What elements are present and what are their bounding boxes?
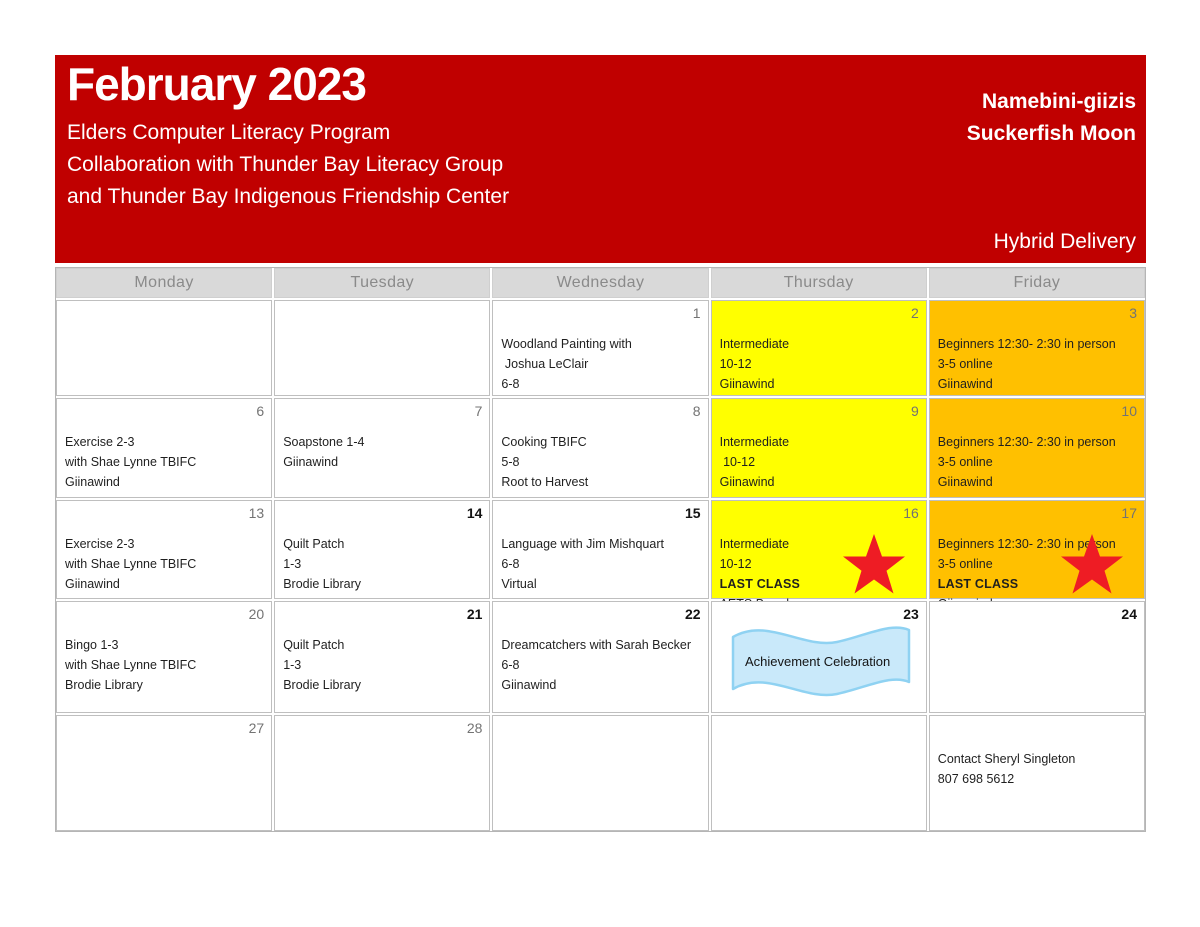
date-number: 20 bbox=[248, 606, 265, 622]
calendar-cell-13 bbox=[56, 500, 272, 599]
date-number: 15 bbox=[685, 505, 701, 521]
event-line: Contact Sheryl Singleton bbox=[937, 752, 1076, 766]
event-line: Giinawind bbox=[937, 377, 993, 391]
date-number: 7 bbox=[474, 403, 483, 419]
day-header-friday: Friday bbox=[929, 268, 1145, 298]
event-line: Giinawind bbox=[65, 577, 120, 591]
date-number: 10 bbox=[1121, 403, 1137, 419]
date-number: 8 bbox=[692, 403, 701, 419]
event-line: LAST CLASS bbox=[937, 577, 1019, 591]
subtitle-line: and Thunder Bay Indigenous Friendship Center bbox=[67, 185, 510, 208]
date-number bbox=[720, 718, 919, 740]
calendar-cell-3 bbox=[929, 300, 1145, 396]
program-subtitle bbox=[67, 117, 509, 213]
calendar-cell-23 bbox=[711, 601, 927, 713]
event-line: Intermediate bbox=[719, 435, 790, 449]
event-line: Cooking TBIFC bbox=[501, 435, 587, 449]
date-number: 14 bbox=[466, 505, 483, 521]
moon-name-block bbox=[967, 86, 1136, 150]
event-line: 10-12 bbox=[719, 557, 752, 571]
subtitle-line: Elders Computer Literacy Program bbox=[67, 121, 391, 144]
calendar-cell-20 bbox=[56, 601, 272, 713]
delivery-note: Hybrid Delivery bbox=[993, 230, 1136, 253]
event-line: with Shae Lynne TBIFC bbox=[65, 455, 197, 469]
date-number bbox=[501, 718, 700, 740]
event-line: Intermediate bbox=[719, 537, 790, 551]
calendar-cell-9 bbox=[711, 398, 927, 498]
event-line: Quilt Patch bbox=[283, 638, 345, 652]
event-line: Woodland Painting with bbox=[501, 337, 632, 351]
event-line: with Shae Lynne TBIFC bbox=[65, 557, 197, 571]
event-line: Giinawind bbox=[65, 475, 120, 489]
month-title: February 2023 bbox=[67, 58, 366, 110]
moon-translation: Suckerfish Moon bbox=[966, 122, 1136, 145]
event-line: Giinawind bbox=[283, 455, 339, 469]
calendar-cell-21 bbox=[274, 601, 490, 713]
event-line: Beginners 12:30- 2:30 in person bbox=[937, 337, 1116, 351]
event-line: Giinawind bbox=[501, 678, 557, 692]
calendar-cell-2 bbox=[711, 300, 927, 396]
calendar-cell-27 bbox=[56, 715, 272, 831]
date-number: 9 bbox=[911, 403, 919, 419]
event-line: 1-3 bbox=[283, 658, 302, 672]
event-line: Beginners 12:30- 2:30 in person bbox=[937, 435, 1116, 449]
date-number bbox=[938, 718, 1137, 740]
event-line: 6-8 bbox=[501, 557, 520, 571]
calendar-cell bbox=[56, 300, 272, 396]
event-text bbox=[501, 534, 700, 594]
calendar-cell-22 bbox=[492, 601, 708, 713]
event-line: Exercise 2-3 bbox=[65, 435, 135, 449]
event-line: Quilt Patch bbox=[283, 537, 345, 551]
calendar-cell-10 bbox=[929, 398, 1145, 498]
event-line: Giinawind bbox=[719, 475, 775, 489]
day-header-monday: Monday bbox=[56, 268, 272, 298]
event-text bbox=[501, 432, 700, 492]
event-line: Joshua LeClair bbox=[501, 357, 589, 371]
event-text bbox=[65, 432, 264, 492]
date-number: 6 bbox=[256, 403, 265, 419]
calendar-cell-28 bbox=[274, 715, 490, 831]
celebration-ribbon bbox=[725, 616, 917, 704]
calendar-cell-1 bbox=[492, 300, 708, 396]
date-number: 27 bbox=[248, 720, 265, 736]
event-line: 10-12 bbox=[719, 357, 752, 371]
date-number bbox=[65, 303, 264, 325]
moon-name: Namebini-giizis bbox=[981, 90, 1136, 113]
event-line: Giinawind bbox=[937, 475, 993, 489]
date-number: 1 bbox=[692, 305, 701, 321]
event-text bbox=[501, 635, 700, 695]
event-line: Virtual bbox=[501, 577, 537, 591]
event-text bbox=[720, 432, 919, 492]
date-number: 23 bbox=[903, 606, 919, 622]
event-line: Giinawind bbox=[719, 377, 775, 391]
event-line: Dreamcatchers with Sarah Becker bbox=[501, 638, 692, 652]
day-header-wednesday: Wednesday bbox=[492, 268, 708, 298]
event-line: Brodie Library bbox=[65, 678, 143, 692]
event-line: LAST CLASS bbox=[719, 577, 801, 591]
event-text bbox=[283, 635, 482, 695]
day-header-thursday: Thursday bbox=[711, 268, 927, 298]
star-icon bbox=[842, 533, 906, 595]
date-number: 16 bbox=[903, 505, 919, 521]
calendar-cell bbox=[929, 715, 1145, 831]
month-banner bbox=[55, 55, 1146, 263]
calendar-cell bbox=[274, 300, 490, 396]
subtitle-line: Collaboration with Thunder Bay Literacy Group bbox=[67, 153, 504, 176]
event-line: 3-5 online bbox=[937, 455, 993, 469]
calendar-cell-6 bbox=[56, 398, 272, 498]
event-line: 5-8 bbox=[501, 455, 520, 469]
date-number: 28 bbox=[466, 720, 483, 736]
event-text bbox=[938, 749, 1137, 789]
event-line: Soapstone 1-4 bbox=[283, 435, 365, 449]
calendar-cell bbox=[711, 715, 927, 831]
event-text bbox=[65, 635, 264, 695]
event-line: 3-5 online bbox=[937, 557, 993, 571]
event-line: Language with Jim Mishquart bbox=[501, 537, 664, 551]
event-text bbox=[283, 432, 482, 472]
ribbon-label: Achievement Celebration bbox=[744, 654, 891, 669]
date-number: 21 bbox=[466, 606, 483, 622]
event-line: 10-12 bbox=[719, 455, 756, 469]
date-number: 13 bbox=[248, 505, 265, 521]
event-line: Beginners 12:30- 2:30 in person bbox=[937, 537, 1116, 551]
date-number: 22 bbox=[685, 606, 701, 622]
event-line: with Shae Lynne TBIFC bbox=[65, 658, 197, 672]
event-line: 1-3 bbox=[283, 557, 302, 571]
calendar-cell-24 bbox=[929, 601, 1145, 713]
event-text bbox=[65, 534, 264, 594]
calendar-cell-16 bbox=[711, 500, 927, 599]
event-line: Brodie Library bbox=[283, 678, 362, 692]
date-number: 17 bbox=[1121, 505, 1137, 521]
event-line: 807 698 5612 bbox=[937, 772, 1015, 786]
date-number: 3 bbox=[1129, 305, 1137, 321]
calendar-cell-17 bbox=[929, 500, 1145, 599]
date-number: 24 bbox=[1121, 606, 1137, 622]
calendar-cell bbox=[492, 715, 708, 831]
calendar-cell-15 bbox=[492, 500, 708, 599]
event-text bbox=[720, 334, 919, 394]
event-line: 6-8 bbox=[501, 377, 520, 391]
event-text bbox=[938, 432, 1137, 492]
event-line: 6-8 bbox=[501, 658, 520, 672]
calendar-cell-14 bbox=[274, 500, 490, 599]
event-line: Intermediate bbox=[719, 337, 790, 351]
event-line: Root to Harvest bbox=[501, 475, 589, 489]
event-text bbox=[938, 334, 1137, 394]
event-line: 3-5 online bbox=[937, 357, 993, 371]
calendar-cell-8 bbox=[492, 398, 708, 498]
date-number bbox=[283, 303, 482, 325]
calendar-cell-7 bbox=[274, 398, 490, 498]
event-line: Brodie Library bbox=[283, 577, 362, 591]
day-header-tuesday: Tuesday bbox=[274, 268, 490, 298]
calendar-grid bbox=[55, 267, 1146, 832]
event-text bbox=[283, 534, 482, 594]
event-line: Exercise 2-3 bbox=[65, 537, 135, 551]
star-icon bbox=[1060, 533, 1124, 595]
event-line: Bingo 1-3 bbox=[65, 638, 119, 652]
date-number: 2 bbox=[911, 305, 919, 321]
